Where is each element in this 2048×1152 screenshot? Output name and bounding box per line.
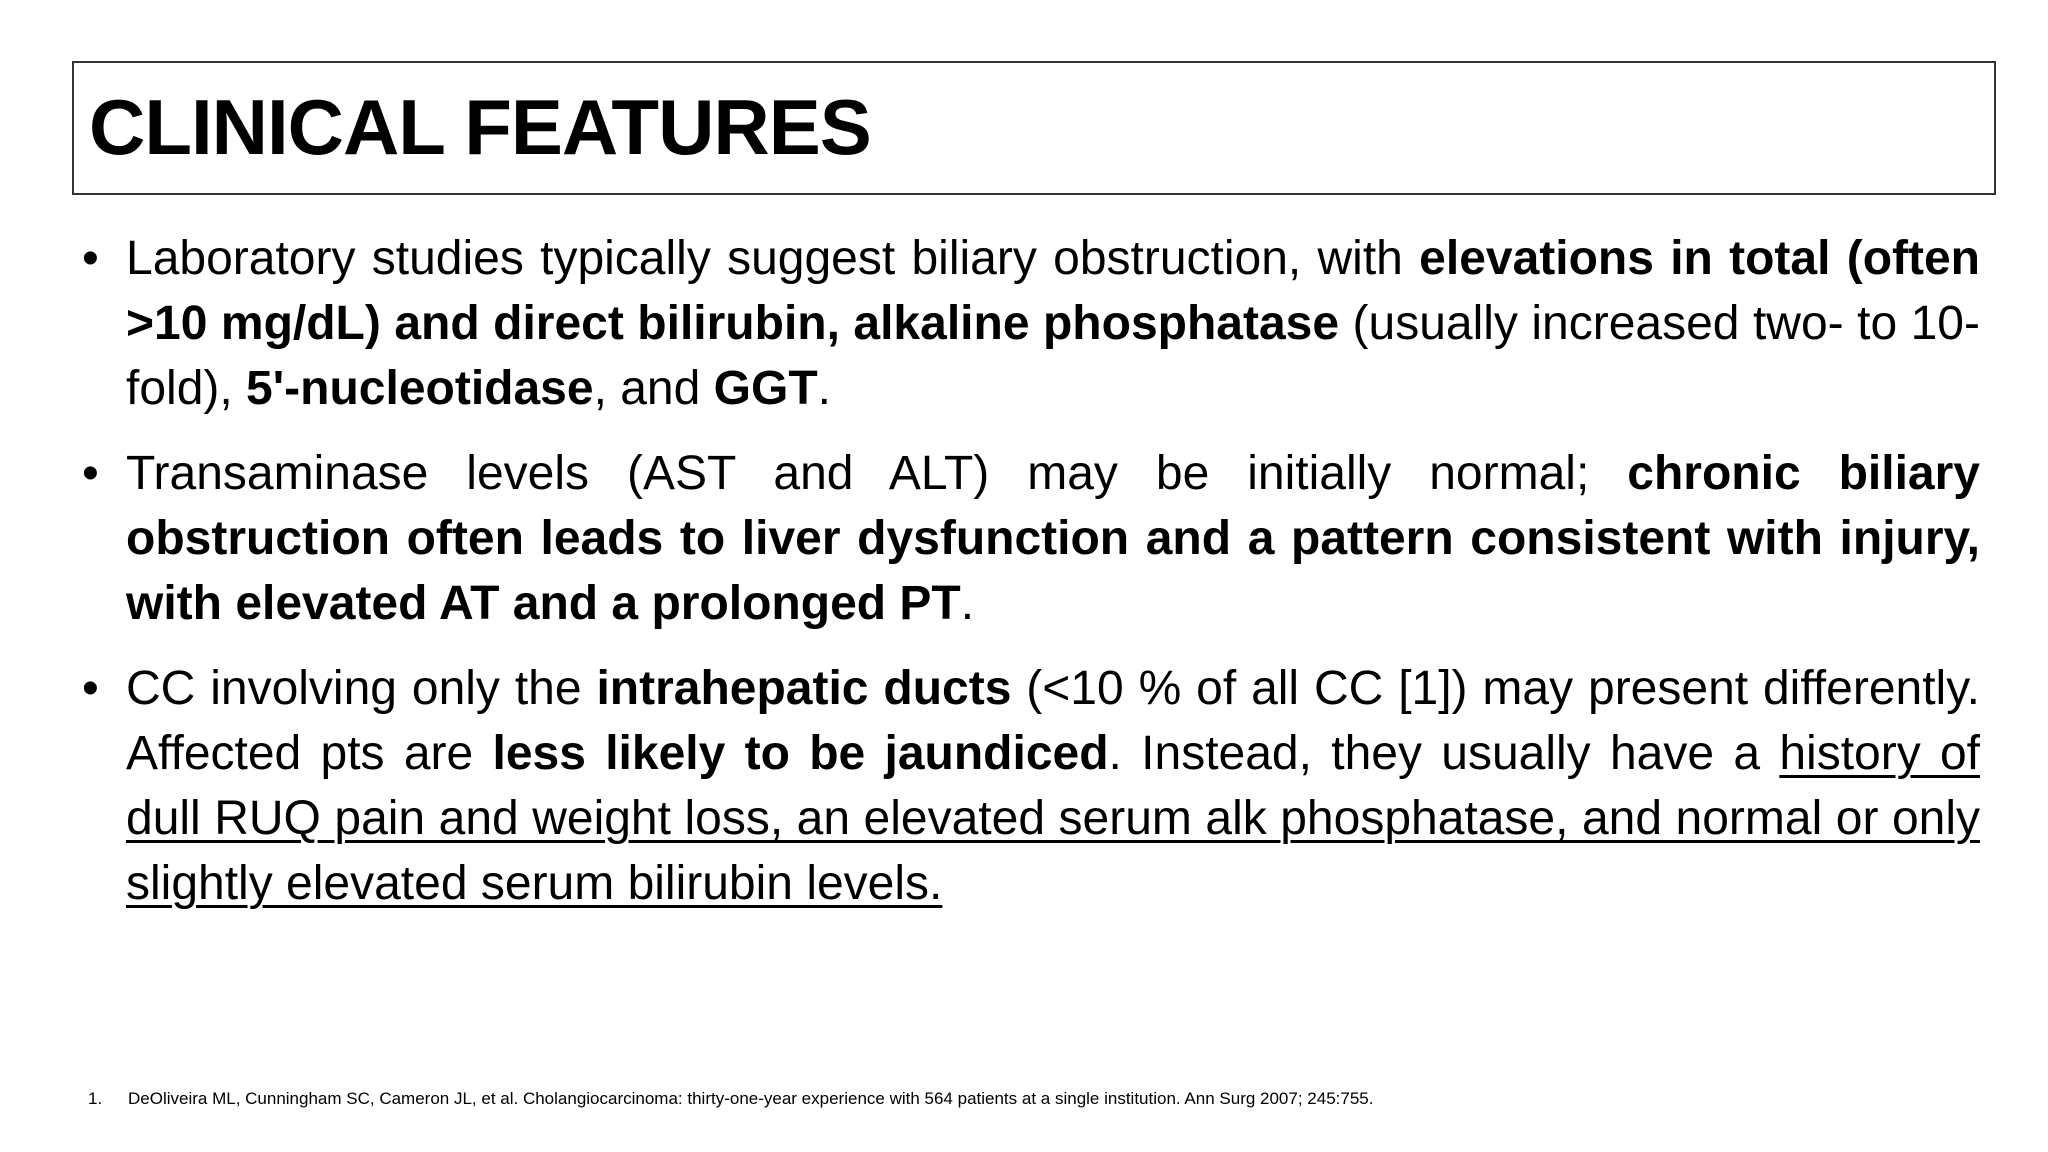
bullet-icon: • xyxy=(82,447,99,500)
text-run: . xyxy=(960,577,975,630)
bullet-item-lab-studies xyxy=(82,226,1980,421)
text-run: . Instead, they usually have a xyxy=(1108,727,1780,780)
bullet-list xyxy=(82,226,1980,936)
bullet-text xyxy=(126,441,1980,636)
text-run: , and xyxy=(593,362,714,415)
bullet-item-transaminase xyxy=(82,441,1980,636)
text-run-bold: intrahepatic ducts xyxy=(596,662,1012,715)
text-run-bold: 5'-nucleotidase xyxy=(246,362,594,415)
text-run-bold: elevations in total (often >10 mg/dL) and direct bilirubin, alkaline phosphatase xyxy=(126,232,1981,350)
text-run: CC involving only the xyxy=(126,662,597,715)
bullet-text xyxy=(126,656,1980,916)
text-run: Laboratory studies typically suggest biliary obstruction, with xyxy=(126,232,1420,285)
slide-title: CLINICAL FEATURES xyxy=(89,83,871,171)
bullet-text xyxy=(126,226,1980,421)
text-run: (<10 % of all CC [1]) may present differently. Affected pts are xyxy=(126,662,1980,780)
text-run-underlined: history of dull RUQ pain and weight loss, an elevated serum alk phosphatase, and normal or only slightly elevated serum bilirubin levels. xyxy=(126,727,1981,910)
footnote-text: DeOliveira ML, Cunningham SC, Cameron JL, et al. Cholangiocarcinoma: thirty-one-year experience with 564 patients at a single institution. Ann Surg 2007; 245:755. xyxy=(128,1089,1374,1108)
text-run-bold: GGT xyxy=(713,362,818,415)
text-run: . xyxy=(817,362,831,415)
bullet-icon: • xyxy=(82,232,99,285)
text-run-bold: less likely to be jaundiced xyxy=(492,727,1109,780)
text-run: Transaminase levels (AST and ALT) may be initially normal; xyxy=(126,447,1628,500)
footnote xyxy=(88,1088,1373,1110)
text-run: (usually increased two- to 10-fold), xyxy=(126,297,1980,415)
title-box xyxy=(72,61,1996,195)
bullet-item-intrahepatic xyxy=(82,656,1980,916)
bullet-icon: • xyxy=(82,662,99,715)
text-run-bold: chronic biliary obstruction often leads to liver dysfunction and a pattern consistent with injury, with elevated AT and a prolonged PT xyxy=(126,447,1980,630)
footnote-number: 1. xyxy=(88,1089,103,1108)
